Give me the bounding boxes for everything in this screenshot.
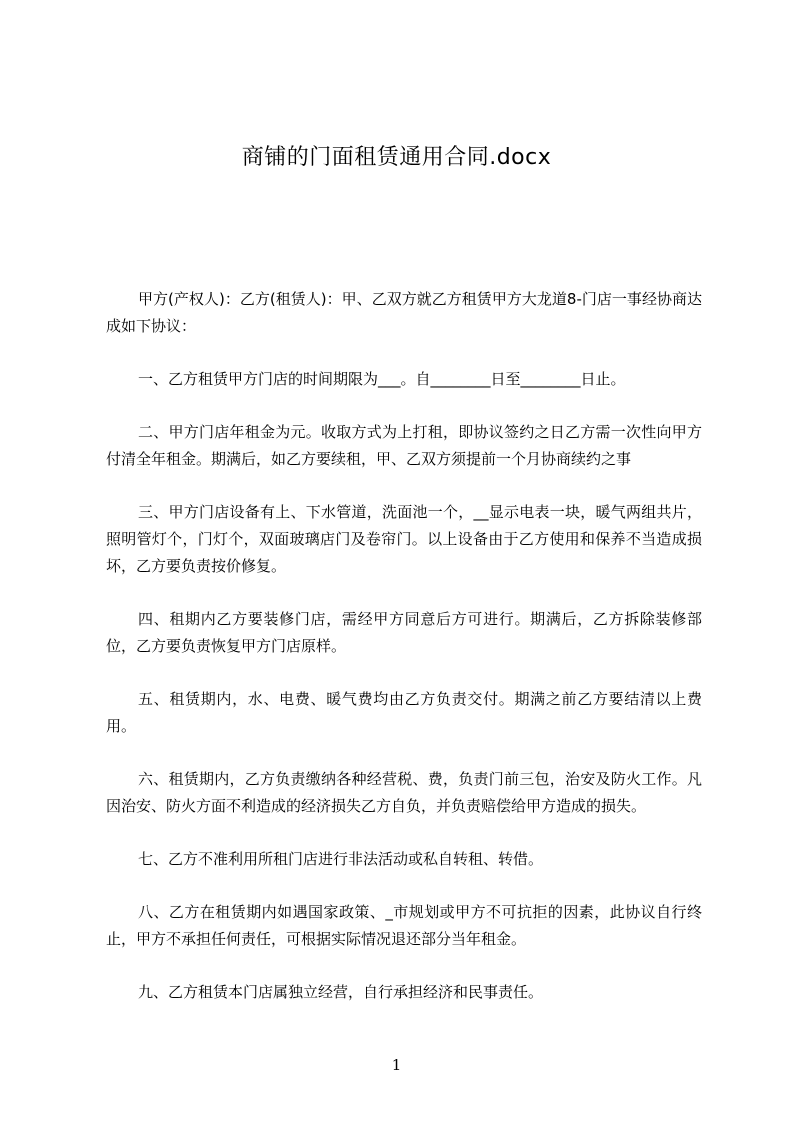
document-title: 商铺的门面租赁通用合同.docx: [241, 145, 552, 170]
paragraph-clause-4: 四、租期内乙方要装修门店，需经甲方同意后方可进行。期满后，乙方拆除装修部位，乙方要负责恢复甲方门店原样。: [106, 610, 702, 655]
paragraph-clause-6: 六、租赁期内，乙方负责缴纳各种经营税、费，负责门前三包，治安及防火工作。凡因治安、防火方面不利造成的经济损失乙方自负，并负责赔偿给甲方造成的损失。: [106, 770, 702, 815]
paragraph-clause-3: 三、甲方门店设备有上、下水管道，洗面池一个，__显示电表一块，暖气两组共片，照明管灯个，门灯个，双面玻璃店门及卷帘门。以上设备由于乙方使用和保养不当造成损坏，乙方要负责按价修复。: [106, 503, 702, 575]
paragraph-clause-2: 二、甲方门店年租金为元。收取方式为上打租，即协议签约之日乙方需一次性向甲方付清全年租金。期满后，如乙方要续租，甲、乙双方须提前一个月协商续约之事: [106, 423, 702, 468]
paragraph-preamble: 甲方(产权人)：乙方(租赁人)：甲、乙双方就乙方租赁甲方大龙道8-门店一事经协商达成如下协议：: [106, 290, 702, 335]
document-body: [106, 286, 702, 1032]
paragraph-clause-8: 八、乙方在租赁期内如遇国家政策、_市规划或甲方不可抗拒的因素，此协议自行终止，甲方不承担任何责任，可根据实际情况退还部分当年租金。: [106, 903, 702, 948]
paragraph-clause-1: 一、乙方租赁甲方门店的时间期限为___。自________日至________日止。: [138, 370, 626, 388]
paragraph-clause-7: 七、乙方不准利用所租门店进行非法活动或私自转租、转借。: [138, 850, 544, 868]
paragraph-clause-9: 九、乙方租赁本门店属独立经营，自行承担经济和民事责任。: [138, 983, 544, 1001]
page-number: 1: [391, 1056, 402, 1074]
paragraph-clause-5: 五、租赁期内，水、电费、暖气费均由乙方负责交付。期满之前乙方要结清以上费用。: [106, 690, 702, 735]
